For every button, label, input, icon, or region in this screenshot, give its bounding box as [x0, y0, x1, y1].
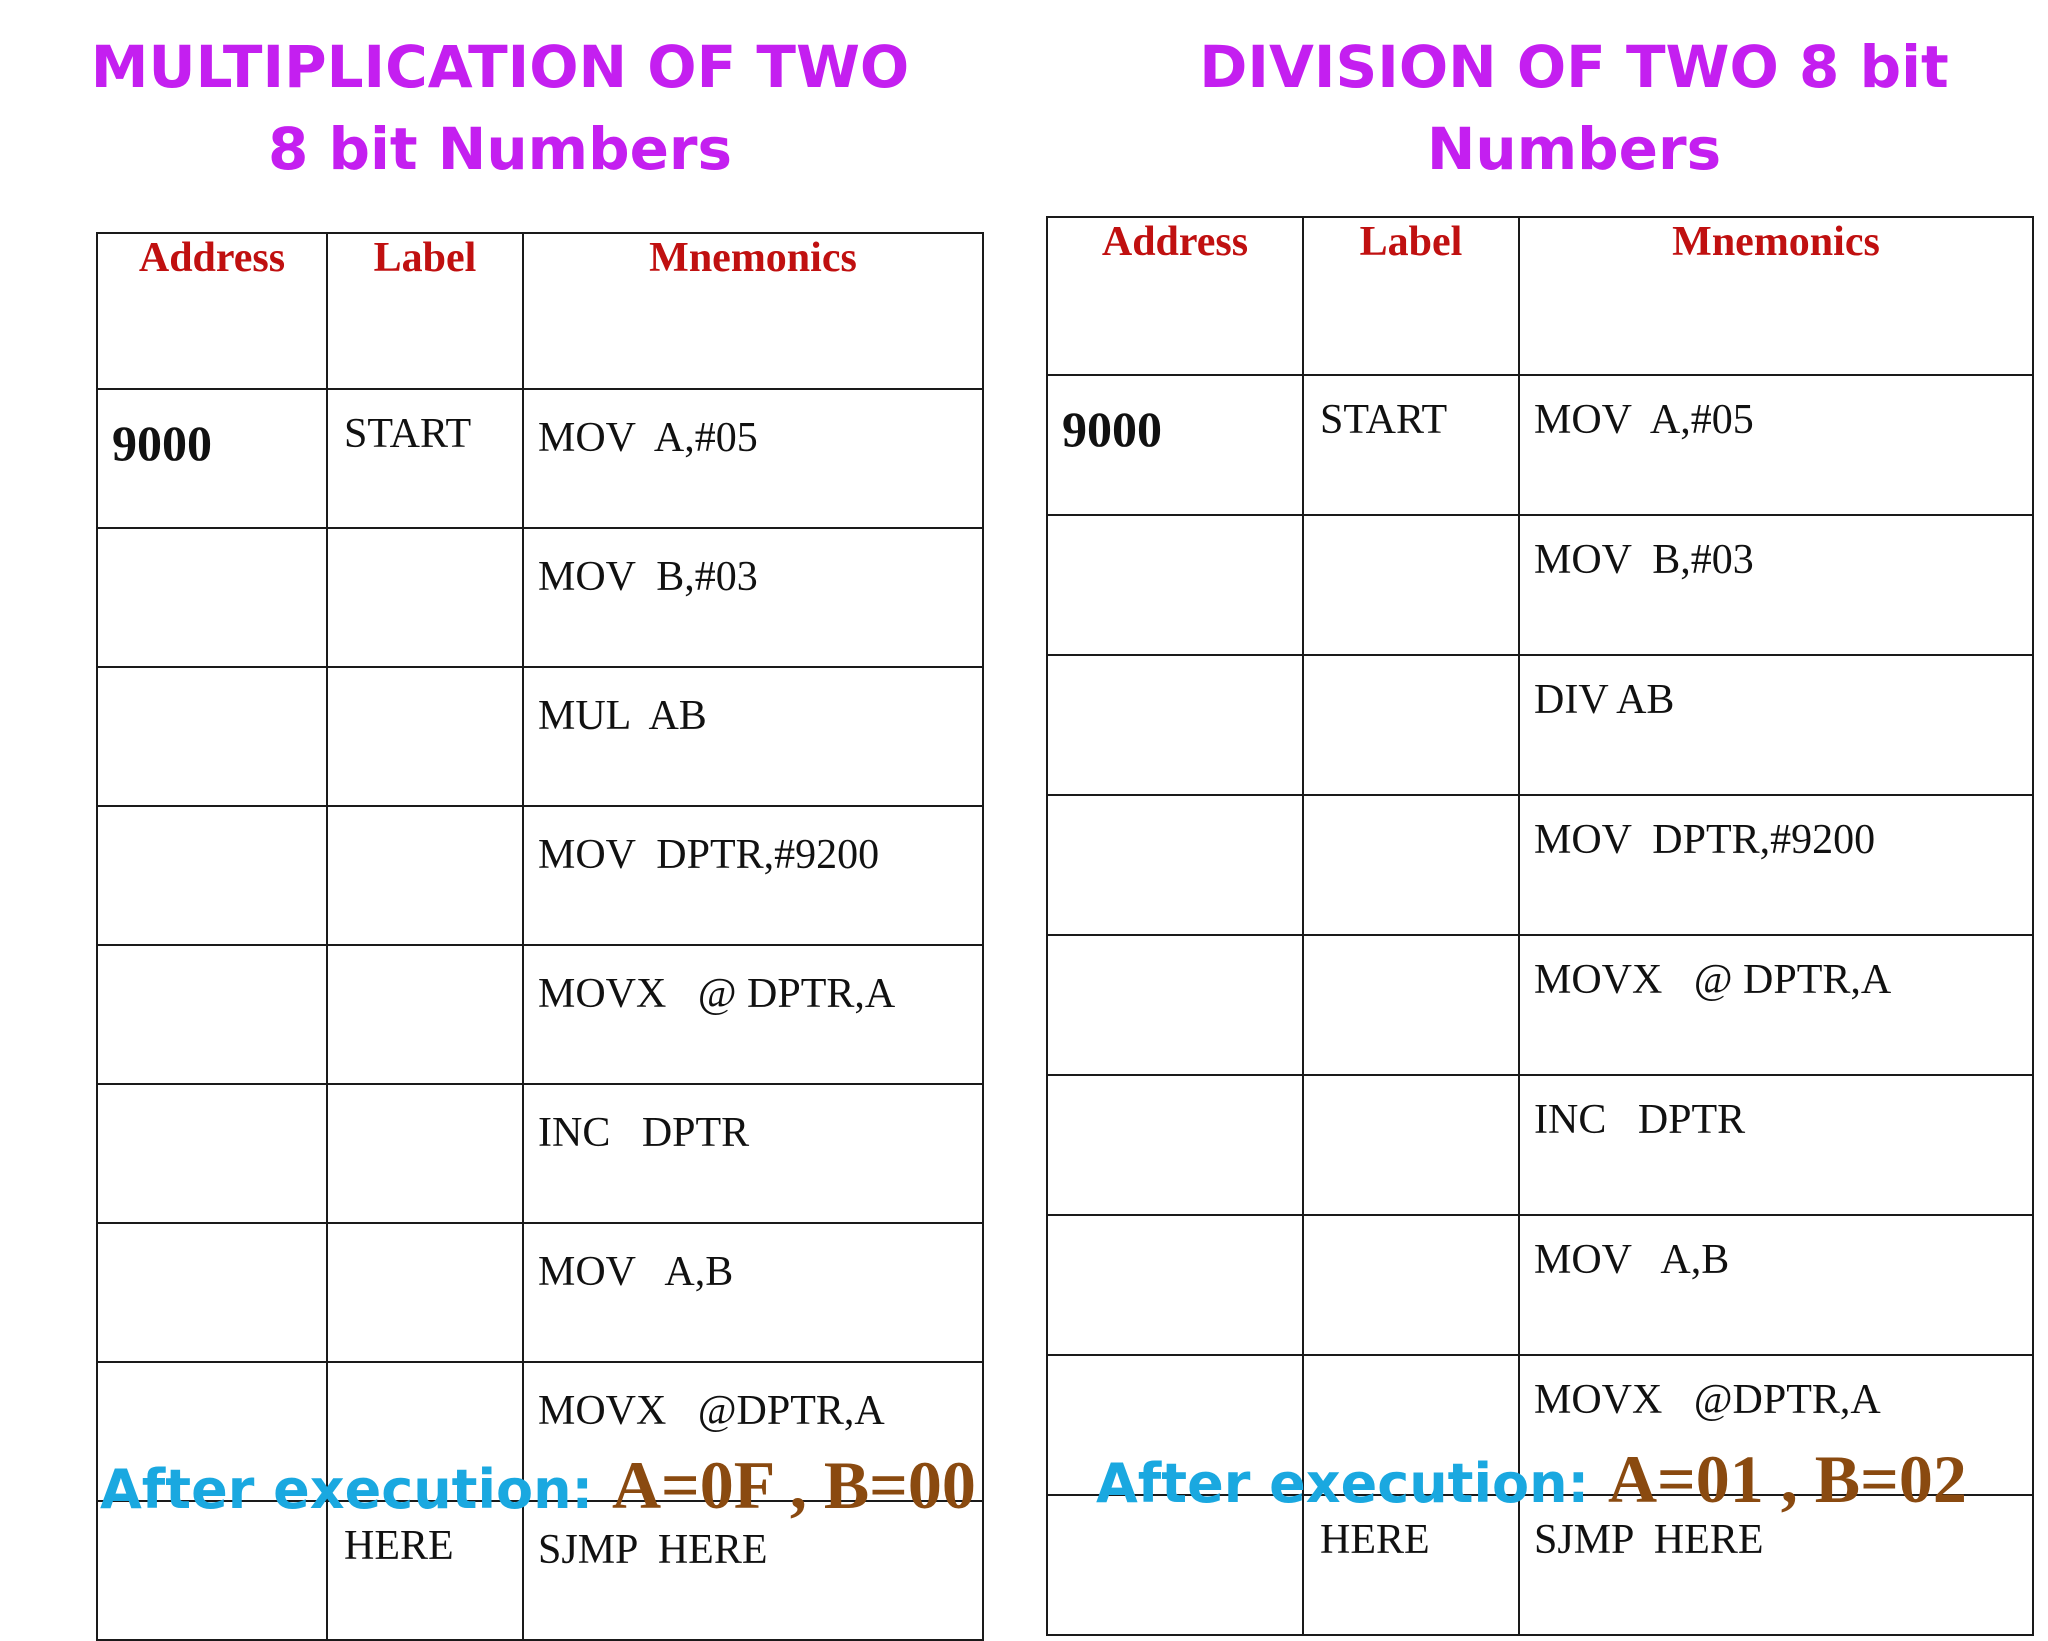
label-cell: HERE — [327, 1501, 523, 1640]
address-cell — [97, 528, 327, 667]
table-row — [97, 945, 983, 1084]
label-cell: START — [1303, 375, 1519, 515]
label-cell — [327, 945, 523, 1084]
mnemonic-cell: DIV AB — [1519, 655, 2033, 795]
address-header: Address — [1047, 217, 1303, 375]
mnemonic-cell: INC DPTR — [1519, 1075, 2033, 1215]
division-title-line1: DIVISION OF TWO 8 bit — [1199, 33, 1949, 101]
address-cell: 9000 — [1047, 375, 1303, 515]
label-cell — [327, 667, 523, 806]
result-value: A=01 , B=02 — [1607, 1441, 1967, 1517]
mnemonic-cell: MOV DPTR,#9200 — [523, 806, 983, 945]
address-cell — [97, 945, 327, 1084]
division-result — [1096, 1440, 1967, 1519]
address-cell — [1047, 795, 1303, 935]
label-cell — [327, 1223, 523, 1362]
table-row — [1047, 795, 2033, 935]
address-cell — [97, 806, 327, 945]
mnemonic-cell: MOV A,#05 — [523, 389, 983, 528]
address-cell — [1047, 515, 1303, 655]
multiplication-title-line2: 8 bit Numbers — [267, 115, 733, 183]
table-row — [1047, 1215, 2033, 1355]
address-cell — [1047, 935, 1303, 1075]
division-title-line2: Numbers — [1426, 115, 1722, 183]
mnemonics-header: Mnemonics — [523, 233, 983, 389]
address-cell — [97, 667, 327, 806]
result-label: After execution: — [100, 1458, 612, 1521]
table-row — [97, 806, 983, 945]
table-row — [1047, 515, 2033, 655]
result-value: A=0F , B=00 — [611, 1447, 976, 1523]
address-cell — [1047, 1075, 1303, 1215]
multiplication-result — [100, 1446, 976, 1525]
table-row — [97, 667, 983, 806]
label-cell — [327, 806, 523, 945]
mnemonic-cell: MOV B,#03 — [1519, 515, 2033, 655]
multiplication-panel — [0, 0, 1024, 1573]
multiplication-title — [60, 26, 940, 190]
mnemonic-cell: MOV DPTR,#9200 — [1519, 795, 2033, 935]
division-program-table — [1046, 216, 2034, 1636]
label-cell: HERE — [1303, 1495, 1519, 1635]
table-row — [1047, 655, 2033, 795]
table-row — [1047, 935, 2033, 1075]
mnemonic-cell: MOV A,B — [1519, 1215, 2033, 1355]
label-header: Label — [327, 233, 523, 389]
label-cell — [327, 1084, 523, 1223]
mnemonic-cell: SJMP HERE — [1519, 1495, 2033, 1635]
table-row — [97, 389, 983, 528]
table-row — [1047, 1075, 2033, 1215]
label-cell — [327, 528, 523, 667]
mnemonic-cell: MOVX @DPTR,A — [1519, 1355, 2033, 1495]
table-header-row — [1047, 217, 2033, 375]
mnemonic-cell: INC DPTR — [523, 1084, 983, 1223]
address-cell — [97, 1084, 327, 1223]
label-cell: START — [327, 389, 523, 528]
address-cell — [1047, 1215, 1303, 1355]
division-panel — [1024, 0, 2048, 1563]
mnemonic-cell: MUL AB — [523, 667, 983, 806]
address-cell — [97, 1223, 327, 1362]
label-cell — [1303, 1075, 1519, 1215]
label-cell — [1303, 1215, 1519, 1355]
address-cell — [1047, 655, 1303, 795]
mnemonics-header: Mnemonics — [1519, 217, 2033, 375]
mnemonic-cell: MOVX @ DPTR,A — [523, 945, 983, 1084]
label-header: Label — [1303, 217, 1519, 375]
multiplication-title-line1: MULTIPLICATION OF TWO — [90, 33, 910, 101]
division-title — [1144, 26, 2004, 190]
address-header: Address — [97, 233, 327, 389]
label-cell — [1303, 655, 1519, 795]
table-row — [1047, 375, 2033, 515]
table-row — [97, 1084, 983, 1223]
label-cell — [1303, 515, 1519, 655]
mnemonic-cell: MOVX @ DPTR,A — [1519, 935, 2033, 1075]
multiplication-program-table — [96, 232, 984, 1641]
mnemonic-cell: SJMP HERE — [523, 1501, 983, 1640]
mnemonic-cell: MOVX @DPTR,A — [523, 1362, 983, 1501]
label-cell — [1303, 935, 1519, 1075]
address-cell: 9000 — [97, 389, 327, 528]
table-row — [97, 528, 983, 667]
mnemonic-cell: MOV A,#05 — [1519, 375, 2033, 515]
table-header-row — [97, 233, 983, 389]
mnemonic-cell: MOV B,#03 — [523, 528, 983, 667]
result-label: After execution: — [1096, 1452, 1608, 1515]
table-row — [97, 1223, 983, 1362]
label-cell — [1303, 795, 1519, 935]
mnemonic-cell: MOV A,B — [523, 1223, 983, 1362]
